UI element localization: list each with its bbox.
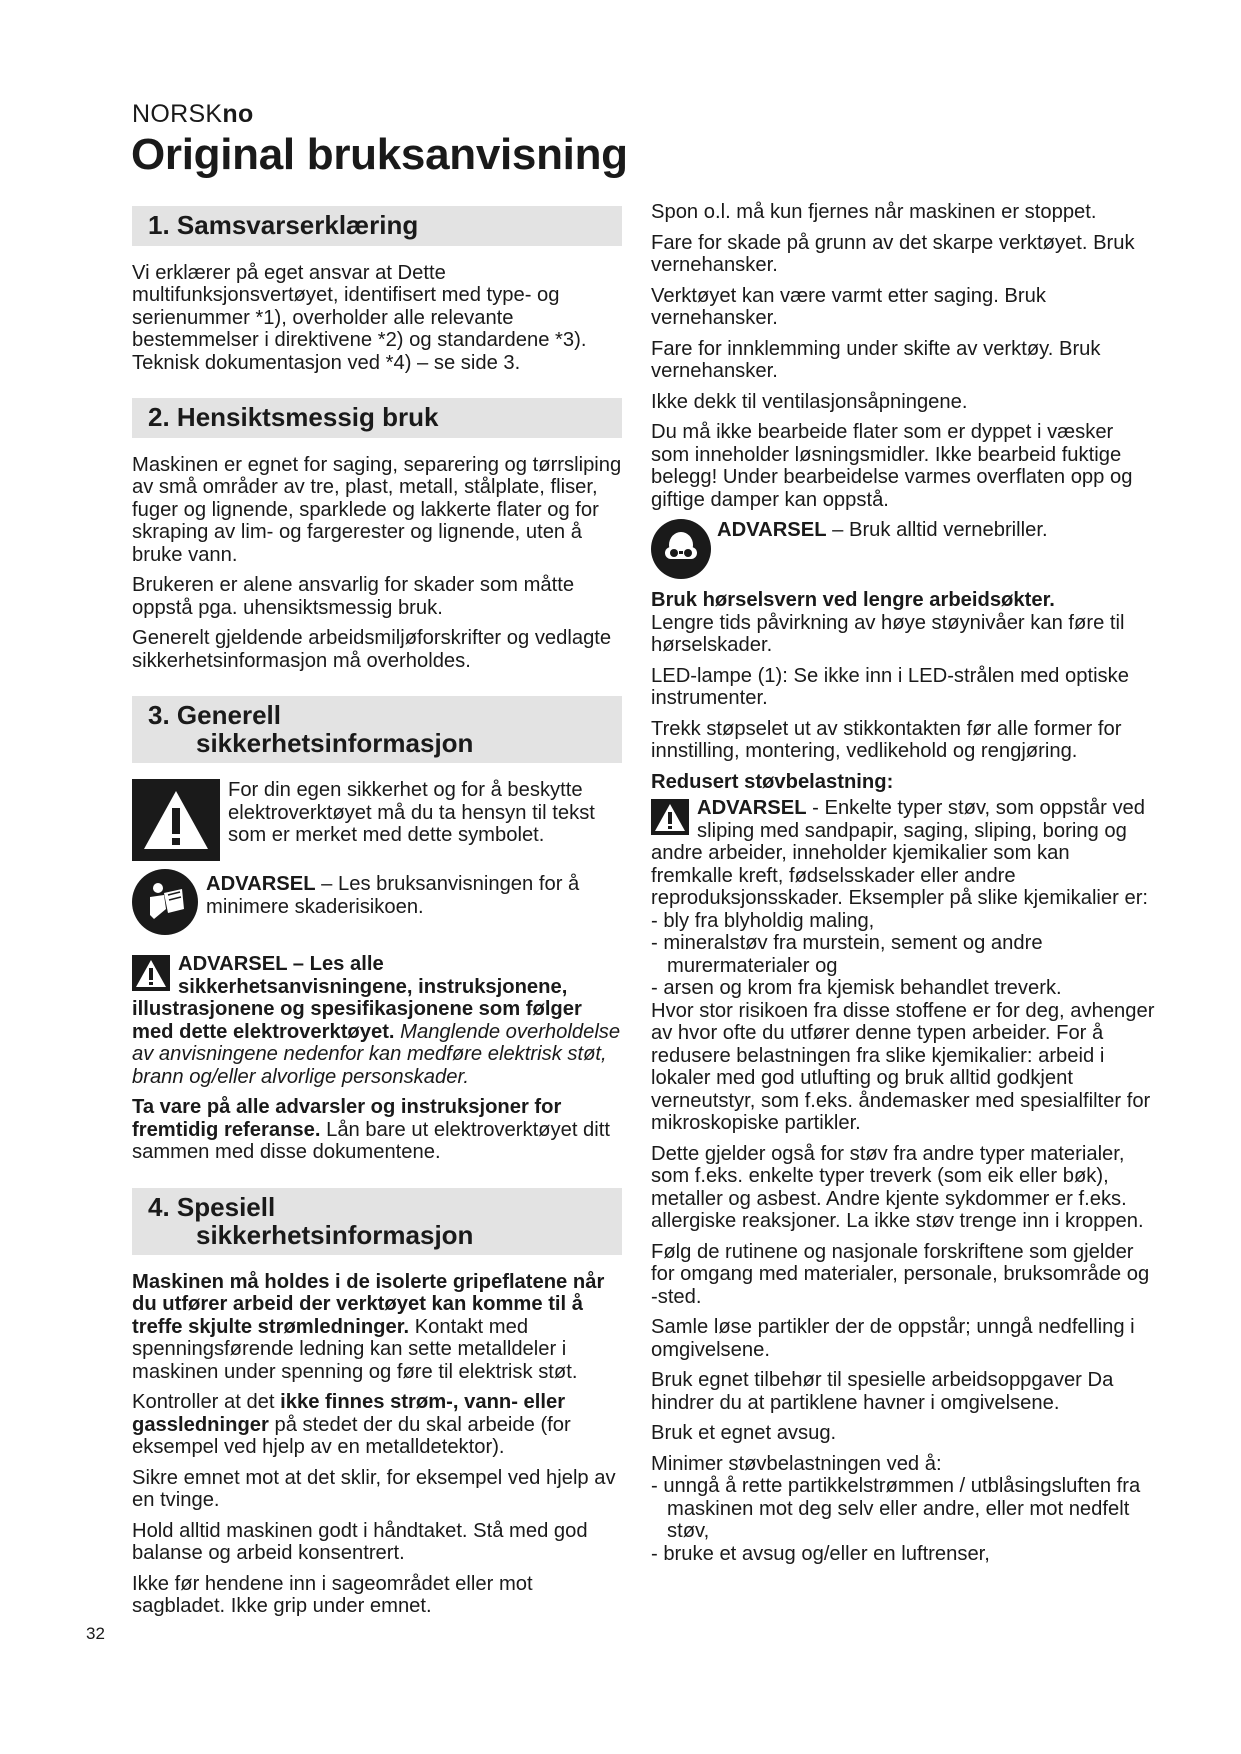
goggles-note: ADVARSEL – Bruk alltid vernebriller. [651,519,1156,579]
s1-paragraph: Vi erklærer på eget ansvar at Dette multifunksjonsvertøyet, identifisert med type- og serienummer *1), overholder alle relevante bestemmelser i direktivene *2) og standardene *3). Teknisk dokumentasjon ved *4) – se side 3. [132,261,587,374]
s4-paragraph-4: Hold alltid maskinen godt i håndtaket. Stå med god balanse og arbeid konsentrert. [132,1519,588,1564]
section-1-heading: 1. Samsvarserklæring [132,206,622,246]
extraction: Bruk et egnet avsug. [651,1422,837,1444]
s4-paragraph-2: Kontroller at det ikke finnes strøm-, vann- eller gassledninger på stedet der du skal arbeide (for eksempel ved hjelp av en metalldetektor). [132,1391,571,1458]
s4-paragraph-3: Sikre emnet mot at det sklir, for eksempel ved hjelp av en tvinge. [132,1466,616,1511]
s2-paragraph-2: Brukeren er alene ansvarlig for skader som måtte oppstå pga. uhensiktsmessig bruk. [132,574,575,619]
r-paragraph-1: Spon o.l. må kun fjernes når maskinen er stoppet. [651,201,1097,223]
page-number: 32 [86,1624,105,1643]
safety-goggles-icon [651,519,711,579]
warning-triangle-small-icon [132,955,170,991]
keep-instructions: Ta vare på alle advarsler og instruksjoner for fremtidig referanse. Lån bare ut elektroverktøyet ditt sammen med disse dokumentene. [132,1096,610,1163]
right-column [651,201,1156,1565]
dust-risk: Hvor stor risikoen fra disse stoffene er for deg, avhenger av hvor ofte du utfører denne typen arbeider. For å redusere belastningen fra slike kjemikalier: arbeid i lokaler med god utlufting og bruk alltid godkjent verneutstyr, som f.eks. åndemasker med spesialfilter for mikroskopiske partikler. [651,999,1155,1134]
hearing-protection: Bruk hørselsvern ved lengre arbeidsøkter. Lengre tids påvirkning av høye støynivåer kan føre til hørselskader. [651,589,1125,656]
language-label: NORSKno [132,100,254,128]
routines: Følg de rutinene og nasjonale forskriftene som gjelder for omgang med materialer, personale, bruksområde og -sted. [651,1240,1150,1308]
section-3-heading: 3. Generell sikkerhetsinformasjon [132,696,622,763]
led-note: LED-lampe (1): Se ikke inn i LED-strålen med optiske instrumenter. [651,664,1129,709]
section-4-heading: 4. Spesiell sikkerhetsinformasjon [132,1188,622,1255]
section-2-heading: 2. Hensiktsmessig bruk [132,398,622,438]
dust-list-item-2: - mineralstøv fra murstein, sement og andre murermaterialer og [651,932,1043,977]
dust-list-item-1: - bly fra blyholdig maling, [651,909,875,932]
r-paragraph-2: Fare for skade på grunn av det skarpe verktøyet. Bruk vernehansker. [651,231,1135,276]
warning-read-all: ADVARSEL – Les alle sikkerhetsanvisningene, instruksjonene, illustrasjonene og spesifikasjonene som følger med dette elektroverktøyet. Manglende overholdelse av anvisningene nedenfor kan medføre elektrisk støt, brann og/eller alvorlige personskader. [132,953,621,1088]
dust-heading: Redusert støvbelastning: [651,770,894,793]
minimize-heading: Minimer støvbelastningen ved å: [651,1452,942,1475]
left-column [132,200,622,1626]
symbol-note: For din egen sikkerhet og for å beskytte elektroverktøyet må du ta hensyn til tekst som er merket med dette symbolet. [132,779,622,861]
s4-paragraph-5: Ikke før hendene inn i sageområdet eller mot sagbladet. Ikke grip under emnet. [132,1572,533,1617]
r-paragraph-3: Verktøyet kan være varmt etter saging. Bruk vernehansker. [651,284,1046,329]
collect-particles: Samle løse partikler der de oppstår; unngå nedfelling i omgivelsene. [651,1316,1135,1361]
r-paragraph-4: Fare for innklemming under skifte av verktøy. Bruk vernehansker. [651,337,1101,382]
plug-note: Trekk støpselet ut av stikkontakten før alle former for innstilling, montering, vedlikehold og rengjøring. [651,717,1122,762]
s2-paragraph-3: Generelt gjeldende arbeidsmiljøforskrifter og vedlagte sikkerhetsinformasjon må overholdes. [132,627,612,672]
page-title: Original bruksanvisning [131,130,628,179]
r-paragraph-5: Ikke dekk til ventilasjonsåpningene. [651,390,968,413]
other-materials: Dette gjelder også for støv fra andre typer materialer, som f.eks. enkelte typer treverk (som eik eller bøk), metaller og asbest. Andre kjente sykdommer er f.eks. allergiske reaksjoner. La ikke støv trenge inn i kroppen. [651,1142,1144,1232]
minimize-list-item-2: - bruke et avsug og/eller en luftrenser, [651,1542,990,1565]
dust-warning: ADVARSEL - Enkelte typer støv, som oppstår ved sliping med sandpapir, saging, sliping, boring og andre arbeider, inneholder kjemikalier som kan fremkalle kreft, fødselsskader eller andre reproduksjonsskader. Eksempler på slike kjemikalier er: [651,797,1149,909]
read-manual-note: ADVARSEL – Les bruksanvisningen for å minimere skaderisikoen. [132,869,622,935]
minimize-list-item-1: - unngå å rette partikkelstrømmen / utblåsingsluften fra maskinen mot deg selv eller andre, eller mot nedfelt støv, [651,1475,1141,1542]
read-manual-icon [132,869,198,935]
r-paragraph-6: Du må ikke bearbeide flater som er dyppet i væsker som inneholder løsningsmidler. Ikke bearbeid fuktige belegg! Under bearbeidelse varmes overflaten opp og giftige damper kan oppstå. [651,421,1133,511]
warning-triangle-small-icon [651,799,689,835]
dust-list-item-3: - arsen og krom fra kjemisk behandlet treverk. [651,977,1062,999]
warning-triangle-icon [132,779,220,861]
s4-paragraph-1: Maskinen må holdes i de isolerte gripeflatene når du utfører arbeid der verktøyet kan komme til å treffe skjulte strømledninger. Kontakt med spenningsførende ledning kan sette metalldeler i maskinen under spenning og føre til elektrisk støt. [132,1270,605,1383]
s2-paragraph-1: Maskinen er egnet for saging, separering og tørrsliping av små områder av tre, plast, metall, stålplate, fliser, fuger og lignende, sparklede og lakkerte flater og for skraping av lim- og fargerester og lignende, uten å bruke vann. [132,453,622,566]
accessories: Bruk egnet tilbehør til spesielle arbeidsoppgaver Da hindrer du at partiklene havner i omgivelsene. [651,1369,1114,1414]
